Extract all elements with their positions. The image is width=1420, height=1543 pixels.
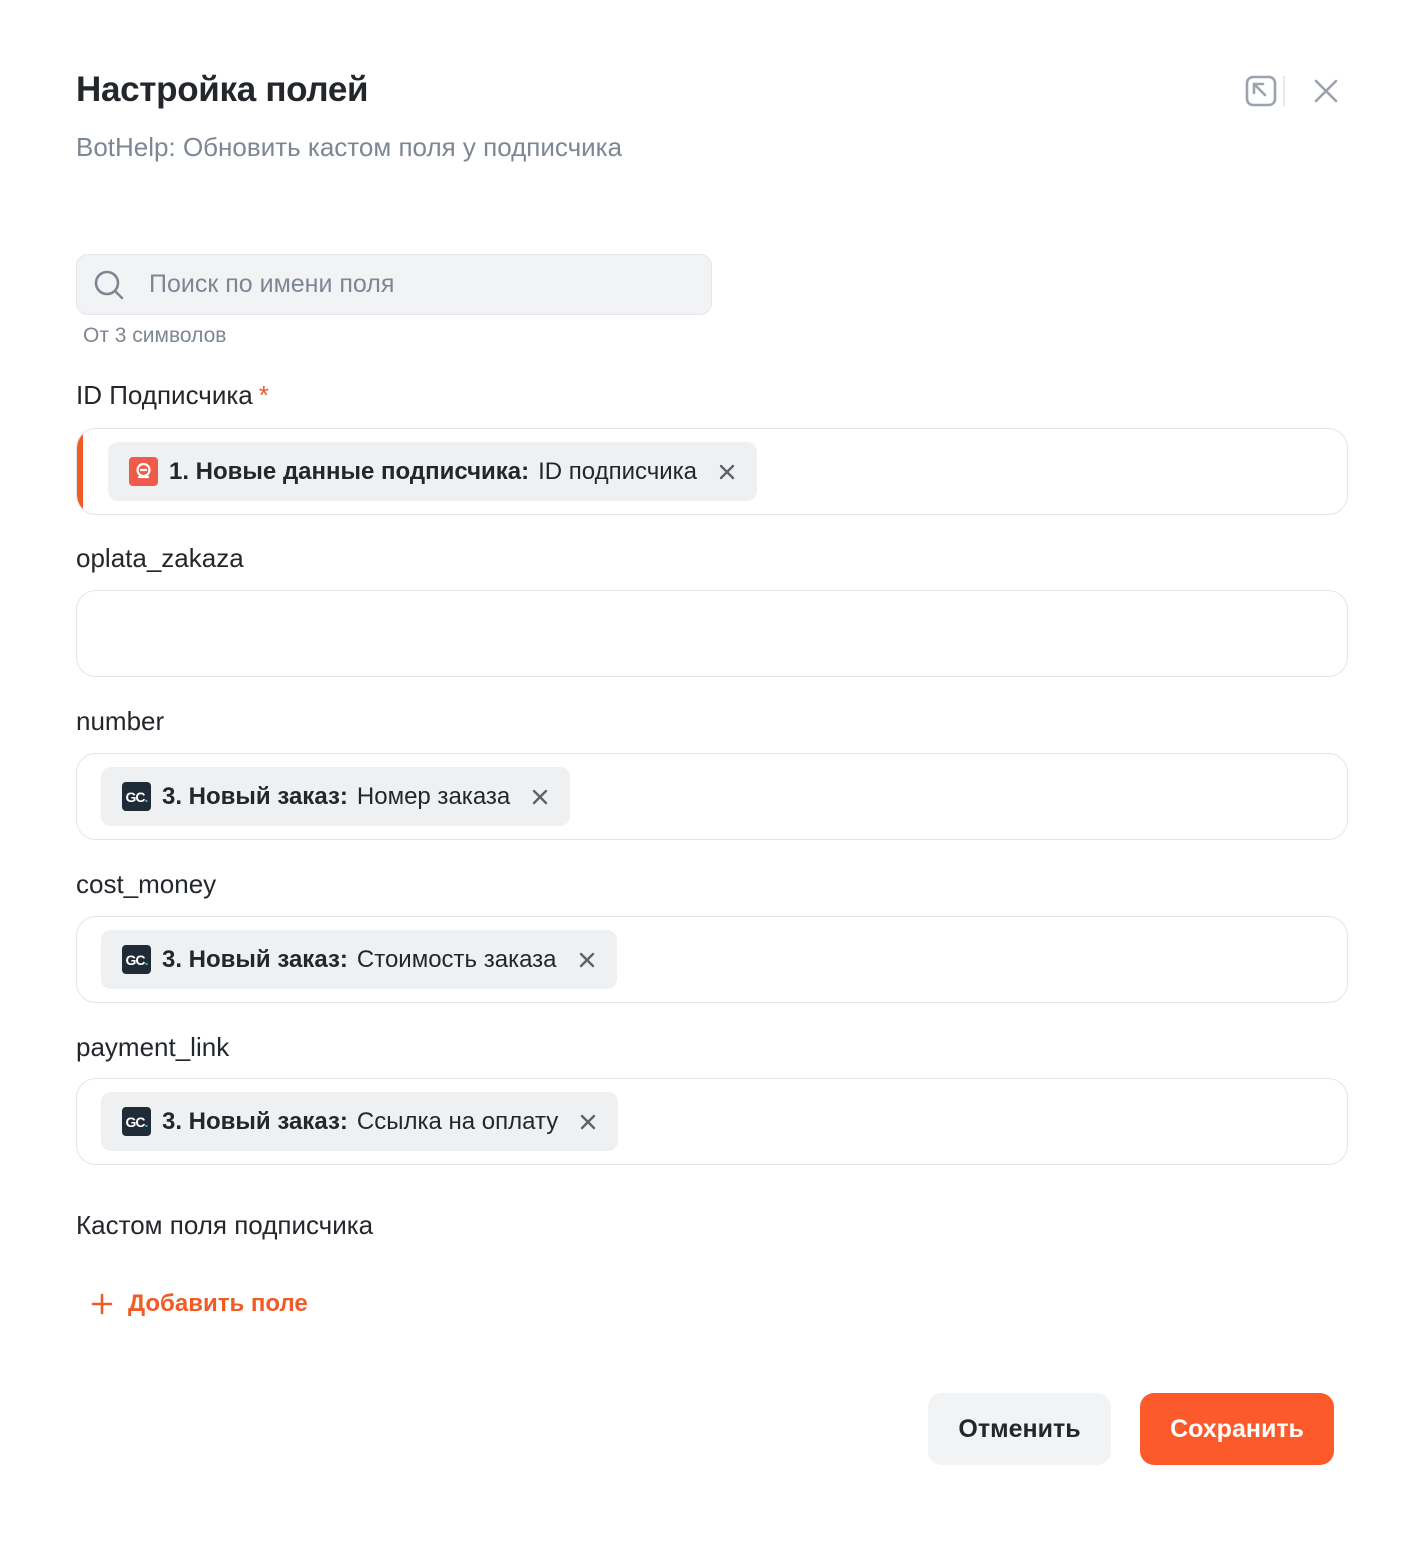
variable-chip[interactable] [108,442,757,501]
close-icon[interactable] [1307,72,1345,110]
field-input-subscriber-id[interactable] [76,428,1348,515]
field-input-number[interactable] [76,753,1348,840]
field-input-oplata-zakaza[interactable] [76,590,1348,677]
field-label-cost-money: cost_money [76,869,217,899]
variable-chip[interactable] [101,1092,618,1151]
field-label-text: ID Подписчика [76,380,253,410]
chip-value: ID подписчика [538,457,698,485]
field-label-number: number [76,706,165,736]
getcourse-logo-icon: GC . [122,945,151,974]
search-box [76,254,712,315]
add-field-label: Добавить поле [128,1290,308,1317]
save-button[interactable]: Сохранить [1140,1393,1334,1465]
header-divider [1283,76,1285,106]
field-label-subscriber-id [76,380,269,411]
variable-chip[interactable] [101,930,617,989]
remove-chip-icon[interactable] [717,462,737,482]
dialog-subtitle: BotHelp: Обновить кастом поля у подписчика [76,132,623,162]
getcourse-logo-text: GC [125,951,145,968]
remove-chip-icon[interactable] [577,950,597,970]
custom-fields-title: Кастом поля подписчика [76,1210,374,1240]
getcourse-logo-icon: GC . [122,782,151,811]
variable-chip[interactable] [101,767,570,826]
search-input[interactable] [149,270,669,299]
field-input-cost-money[interactable] [76,916,1348,1003]
cancel-button[interactable]: Отменить [928,1393,1111,1465]
search-hint: От 3 символов [83,324,227,347]
chip-step: 3. Новый заказ: [162,782,348,810]
getcourse-logo-text: GC [125,1113,145,1130]
chip-value: Ссылка на оплату [356,1107,559,1135]
collapse-icon[interactable] [1242,72,1280,110]
remove-chip-icon[interactable] [578,1112,598,1132]
chip-step: 3. Новый заказ: [162,945,348,973]
field-label-payment-link: payment_link [76,1032,230,1062]
chip-step: 1. Новые данные подписчика: [169,457,530,485]
field-input-payment-link[interactable] [76,1078,1348,1165]
plus-icon [90,1292,114,1316]
field-label-oplata-zakaza: oplata_zakaza [76,543,244,573]
search-icon [91,267,127,303]
chip-value: Стоимость заказа [356,945,557,973]
getcourse-logo-icon: GC . [122,1107,151,1136]
chip-step: 3. Новый заказ: [162,1107,348,1135]
getcourse-logo-text: GC [125,788,145,805]
remove-chip-icon[interactable] [530,787,550,807]
bothelp-logo-icon [129,457,158,486]
add-field-button[interactable] [90,1290,308,1318]
required-mark: * [258,380,269,410]
chip-value: Номер заказа [356,782,511,810]
dialog-title: Настройка полей [76,70,369,109]
